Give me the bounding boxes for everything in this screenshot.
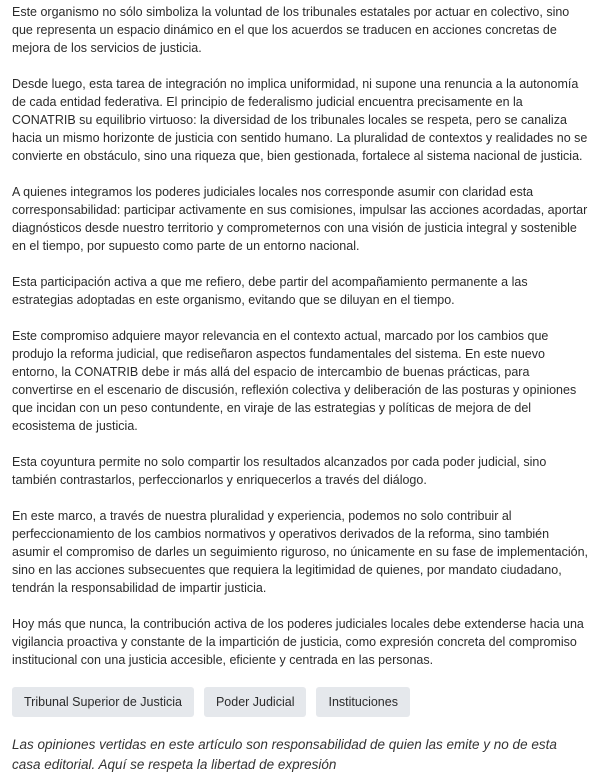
editorial-disclaimer: Las opiniones vertidas en este artículo son responsabilidad de quien las emite y no de esta casa editorial. Aquí se respeta la libertad de expresión [12,737,557,772]
article-paragraph-2: Desde luego, esta tarea de integración no implica uniformidad, ni supone una renuncia a la autonomía de cada entidad federativa. El principio de federalismo judicial encuentra precisamente en la CONATRIB su equilibrio virtuoso: la diversidad de los tribunales locales se respeta, pero se canaliza hacia un mismo horizonte de justicia con sentido humano. La pluralidad de contextos y realidades no se convierte en obstáculo, sino una riqueza que, bien gestionada, fortalece al sistema nacional de justicia. [12,77,588,163]
tag-list [12,687,588,717]
tag-poder-judicial[interactable]: Poder Judicial [204,687,307,717]
tag-tribunal-superior-de-justicia[interactable]: Tribunal Superior de Justicia [12,687,194,717]
article-paragraph-5: Este compromiso adquiere mayor relevancia en el contexto actual, marcado por los cambios que produjo la reforma judicial, que rediseñaron aspectos fundamentales del sistema. En este nuevo entorno, la CONATRIB debe ir más allá del espacio de intercambio de buenas prácticas, para convertirse en el escenario de discusión, reflexión colectiva y deliberación de las posturas y opiniones que incidan con un peso contundente, en viraje de las estrategias y políticas de mejora de del ecosistema de justicia. [12,329,577,433]
article-paragraph-1: Este organismo no sólo simboliza la voluntad de los tribunales estatales por actuar en colectivo, sino que representa un espacio dinámico en el que los acuerdos se traducen en acciones concretas de mejora de los servicios de justicia. [12,5,570,55]
article-paragraph-4: Esta participación activa a que me refiero, debe partir del acompañamiento permanente a las estrategias adoptadas en este organismo, evitando que se diluyan en el tiempo. [12,275,528,307]
article-paragraph-7: En este marco, a través de nuestra pluralidad y experiencia, podemos no solo contribuir al perfeccionamiento de los cambios normativos y operativos derivados de la reforma, sino también asumir el compromiso de darles un seguimiento riguroso, no únicamente en su fase de implementación, sino en las acciones subsecuentes que requiera la legitimidad de quienes, por mandato ciudadano, tendrán la responsabilidad de impartir justicia. [12,509,588,595]
article-paragraph-3: A quienes integramos los poderes judiciales locales nos corresponde asumir con claridad esta corresponsabilidad: participar activamente en sus comisiones, impulsar las acciones acordadas, aportar diagnósticos desde nuestro territorio y comprometernos con una visión de justicia integral y sostenible en el tiempo, por supuesto como parte de un entorno nacional. [12,185,588,253]
article-body [0,3,600,775]
article-paragraph-6: Esta coyuntura permite no solo compartir los resultados alcanzados por cada poder judicial, sino también contrastarlos, perfeccionarlos y enriquecerlos a través del diálogo. [12,455,547,487]
tag-instituciones[interactable]: Instituciones [316,687,409,717]
article-paragraph-8: Hoy más que nunca, la contribución activa de los poderes judiciales locales debe extenderse hacia una vigilancia proactiva y constante de la impartición de justicia, como expresión concreta del compromiso institucional con una justicia accesible, eficiente y centrada en las personas. [12,617,584,667]
